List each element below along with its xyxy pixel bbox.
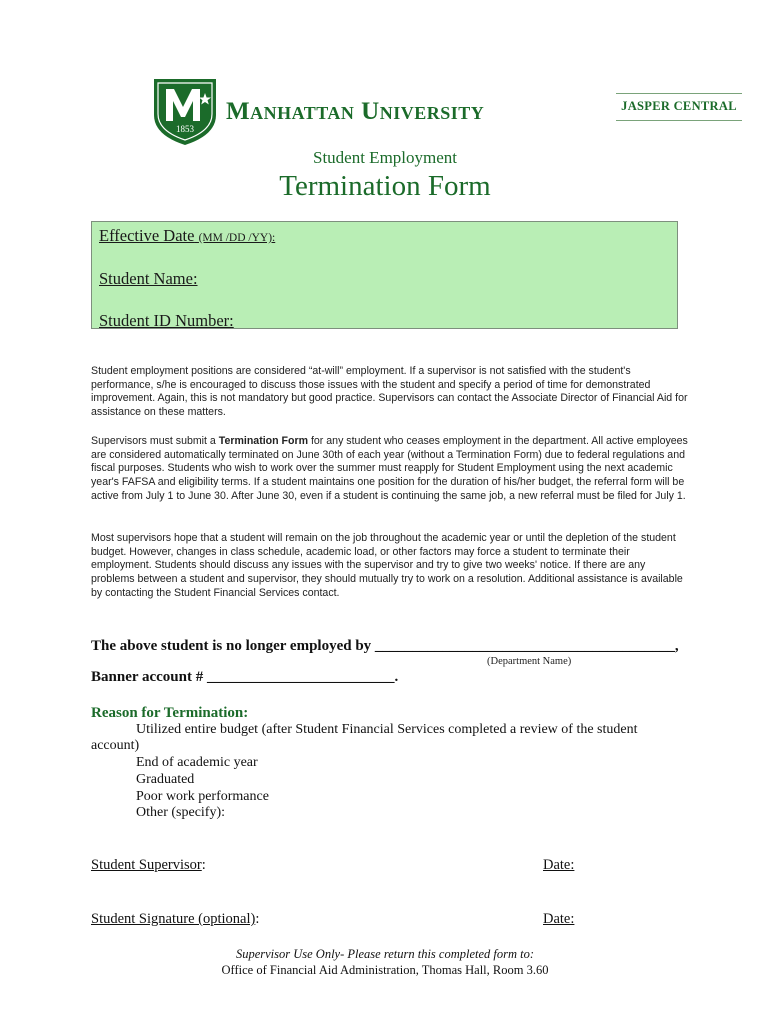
- paragraph-text: Supervisors must submit a: [91, 435, 219, 447]
- paragraph-supervisors: Most supervisors hope that a student will remain on the job throughout the academic year or until the depletion of the student budget. However, changes in class schedule, academic load, or other factors may force a student to terminate their employment. Students should discuss any issues with the supervisor and try to give two weeks' notice. If there are any problems between a student and supervisor, they should mutually try to work on a resolution. Additional assistance is available by contacting the Student Financial Services contact.: [91, 532, 683, 599]
- footer-address: Office of Financial Aid Administration, Thomas Hall, Room 3.60: [221, 963, 549, 977]
- student-signature-field[interactable]: [91, 911, 259, 928]
- effective-date-format: (MM /DD /YY):: [198, 232, 276, 244]
- footer-note: Supervisor Use Only- Please return this completed form to:: [235, 947, 535, 961]
- effective-date-label: Effective Date: [99, 226, 195, 245]
- label-colon: :: [255, 911, 260, 927]
- date-label: Date:: [543, 911, 575, 927]
- jasper-central-mark: [616, 93, 742, 121]
- student-signature-label: Student Signature (optional): [91, 911, 256, 927]
- paragraph-at-will: Student employment positions are considered “at-will” employment. If a supervisor is not satisfied with the student's performance, s/he is encouraged to discuss those issues with the student and specify a period of time for demonstrated improvement. Again, this is not mandatory but good practice. Supervisors can contact the Associate Director of Financial Aid for assistance on these matters.: [91, 365, 688, 419]
- form-title: Termination Form: [279, 170, 491, 202]
- reason-heading: Reason for Termination:: [91, 705, 249, 721]
- form-subtitle: Student Employment: [312, 148, 458, 167]
- label-colon: :: [201, 857, 206, 873]
- student-info-box: [91, 221, 678, 329]
- student-id-field[interactable]: Student ID Number:: [99, 311, 234, 330]
- date-label: Date:: [543, 857, 575, 873]
- termination-form-emphasis: Termination Form: [218, 435, 309, 447]
- reason-option[interactable]: Poor work performance: [136, 789, 269, 804]
- student-date-field[interactable]: [543, 911, 574, 928]
- student-name-field[interactable]: Student Name:: [99, 269, 198, 288]
- university-logo: [152, 77, 218, 147]
- reason-option[interactable]: Other (specify):: [136, 805, 226, 820]
- divider: [616, 120, 742, 121]
- supervisor-signature-field[interactable]: [91, 857, 206, 874]
- effective-date-field[interactable]: [99, 226, 275, 246]
- reason-option[interactable]: End of academic year: [136, 755, 258, 770]
- paragraph-termination-form: [91, 435, 691, 504]
- reason-option[interactable]: Graduated: [136, 772, 195, 787]
- jasper-central-text: JASPER CENTRAL: [621, 99, 737, 113]
- supervisor-label: Student Supervisor: [91, 857, 202, 873]
- reason-option[interactable]: Utilized entire budget (after Student Financial Services completed a review of the student account): [91, 722, 638, 753]
- logo-year: 1853: [176, 124, 194, 134]
- university-name: Manhattan University: [226, 98, 485, 125]
- no-longer-employed-line[interactable]: The above student is no longer employed by ________________________________________,: [91, 638, 679, 654]
- department-name-caption: (Department Name): [487, 656, 572, 667]
- supervisor-date-field[interactable]: [543, 857, 574, 874]
- paragraph-text: for any student who ceases employment in the department. All active employees are considered automatically terminated on June 30th of each year (without a Termination Form) due to federal regulations and fiscal purposes. Students who wish to work over the summer must reapply for Student Employment using the next academic year's FAFSA and eligibility terms. If a student maintains one position for the duration of his/her budget, the referral form will be active from July 1 to June 30. After June 30, even if a student is continuing the same job, a new referral must be filed for July 1.: [91, 435, 688, 502]
- banner-account-line[interactable]: Banner account # _________________________.: [91, 669, 399, 685]
